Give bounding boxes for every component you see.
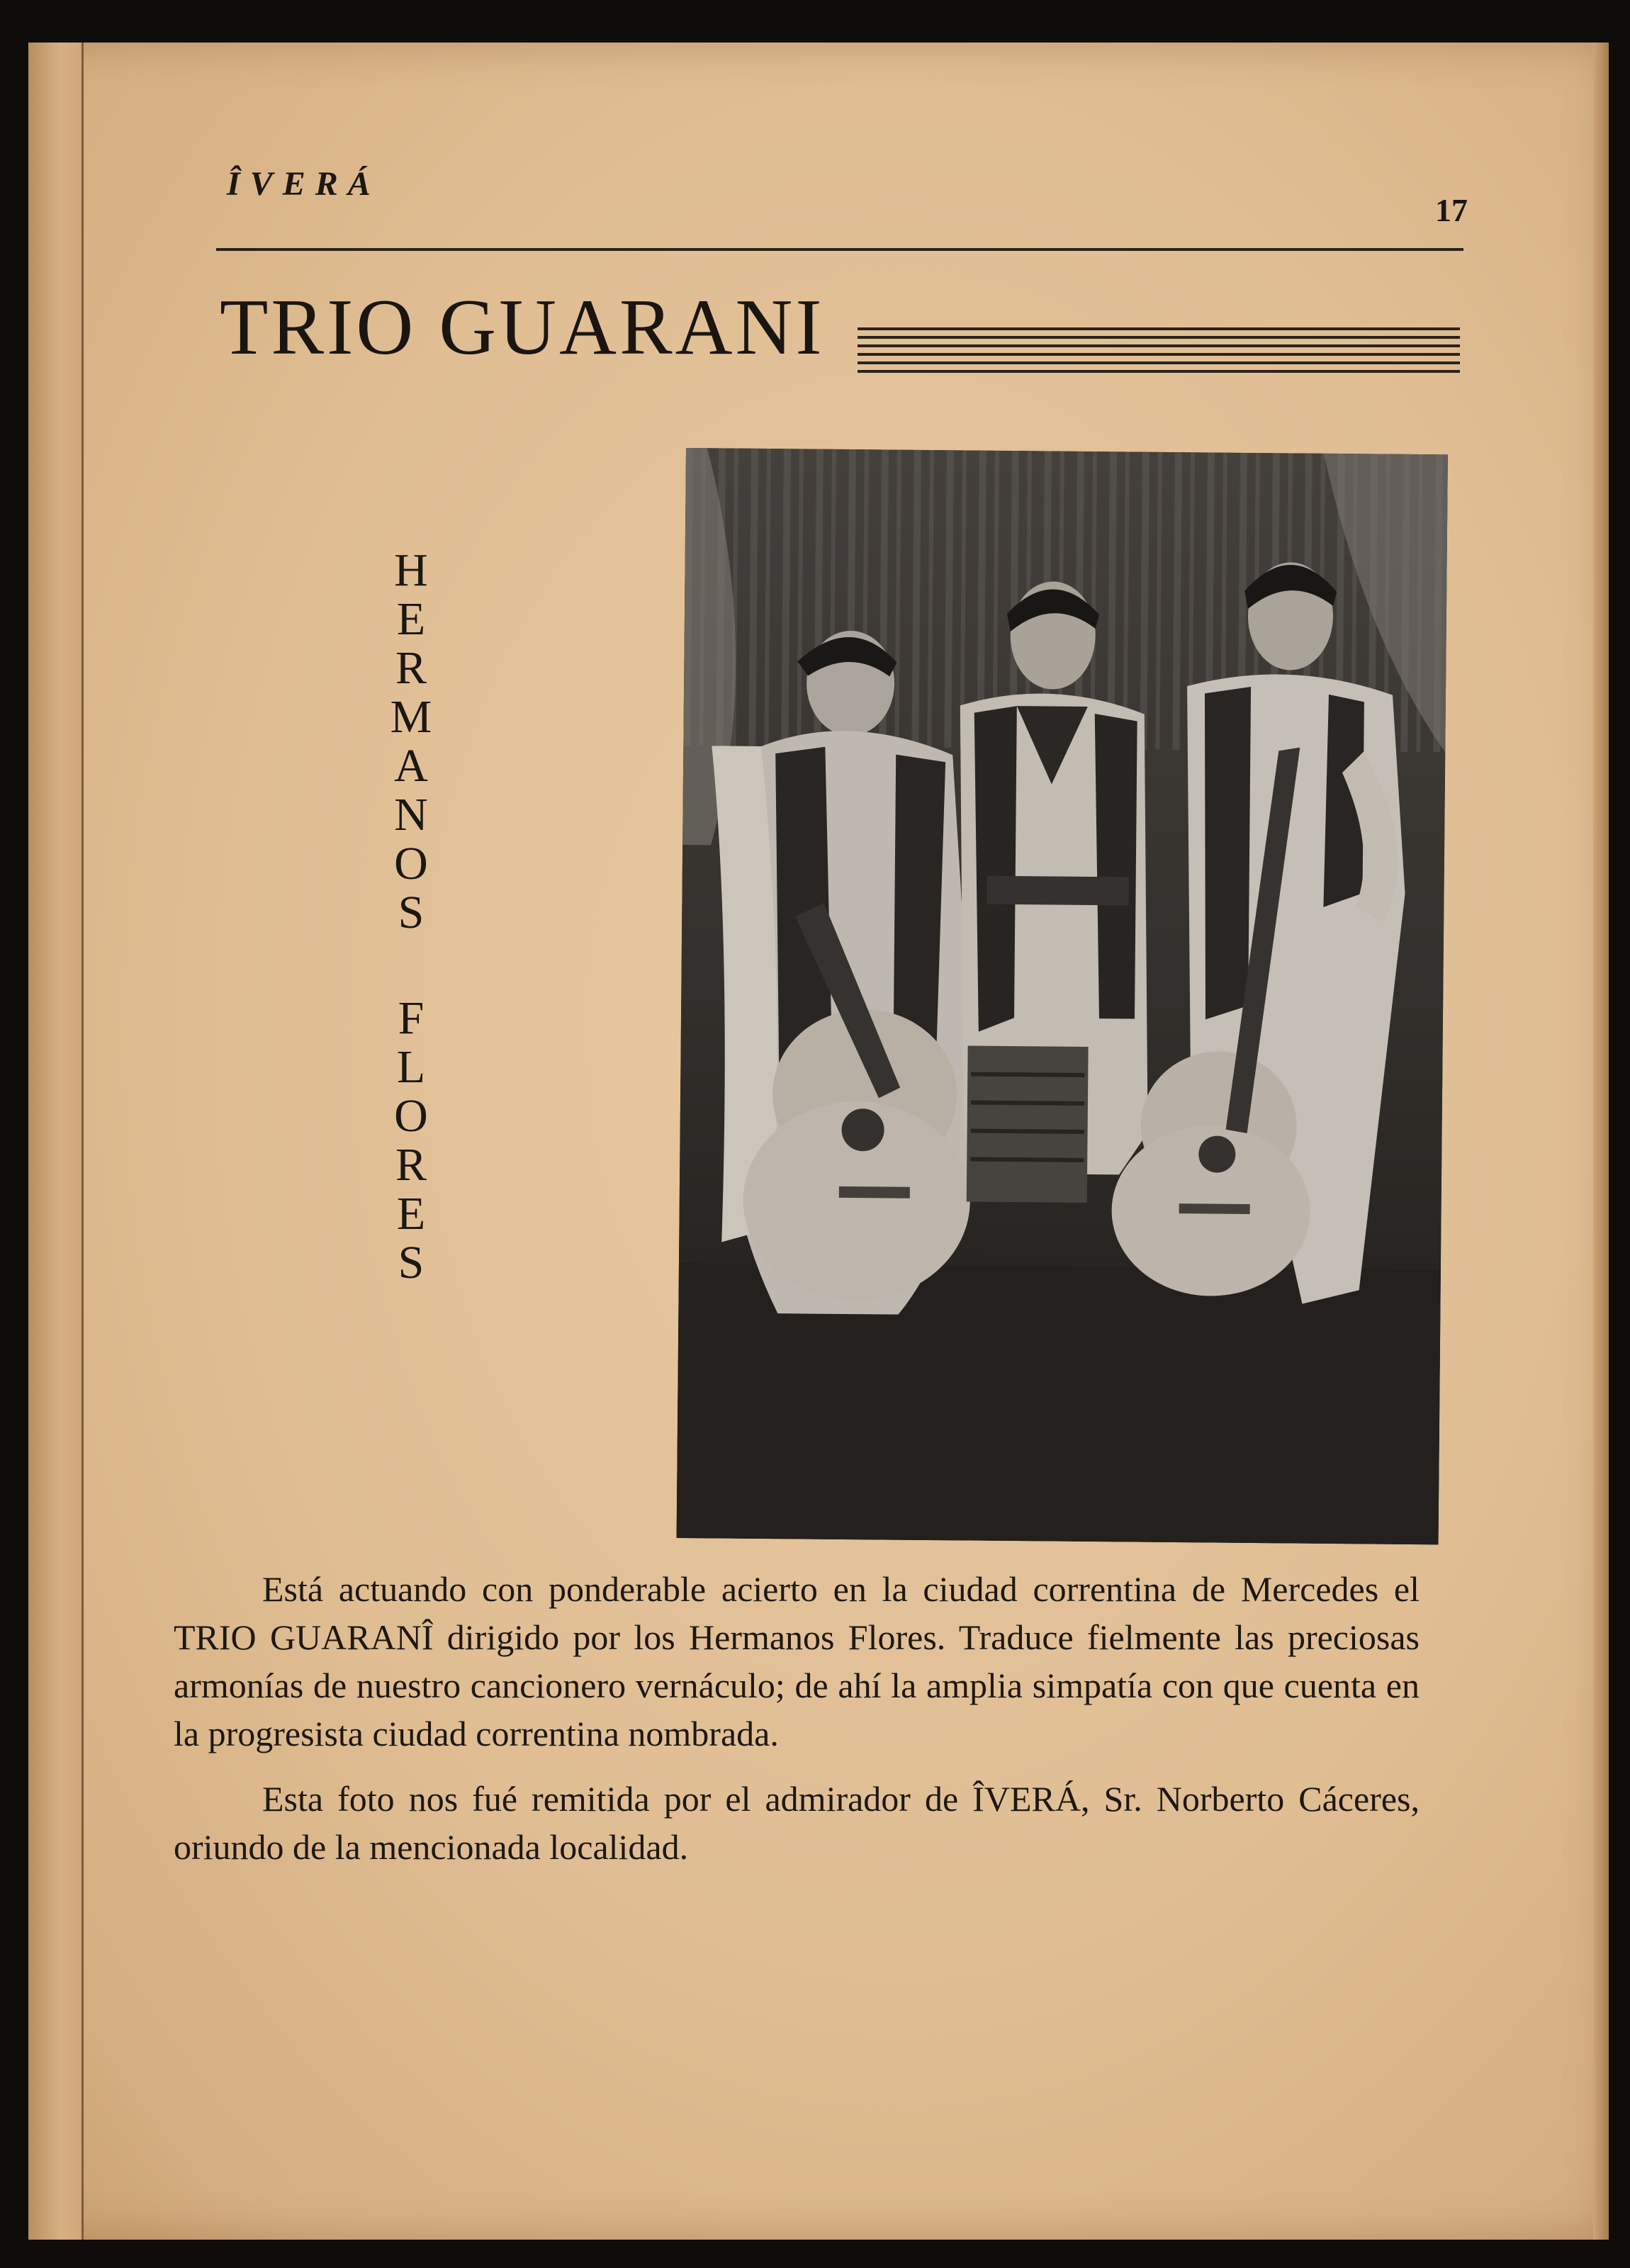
- vertical-caption-letter: O: [394, 1090, 428, 1142]
- vertical-caption-letter: E: [396, 1188, 426, 1240]
- page-number: 17: [1435, 192, 1468, 228]
- vertical-caption-letter: O: [394, 838, 428, 889]
- article-title: TRIO GUARANI: [220, 284, 825, 371]
- vertical-caption-letter: M: [390, 691, 432, 743]
- vertical-caption-letter: S: [398, 1237, 425, 1289]
- band-photograph: [677, 448, 1448, 1544]
- vertical-caption-letter: S: [398, 887, 425, 938]
- header-rule: [216, 248, 1463, 251]
- vertical-caption-letter: N: [394, 789, 428, 841]
- article-body: [174, 1565, 1420, 1888]
- vertical-caption-letter: E: [396, 593, 426, 645]
- vertical-caption-letter: H: [394, 544, 428, 596]
- vertical-caption-letter: F: [398, 992, 425, 1044]
- photo-image: [677, 448, 1448, 1544]
- vertical-caption-gap: [383, 937, 439, 994]
- article-paragraph-2: Esta foto nos fué remitida por el admirador de ÎVERÁ, Sr. Norberto Cáceres, oriundo de la mencionada localidad.: [174, 1779, 1420, 1867]
- page-right-edge: [1593, 43, 1609, 2240]
- vertical-caption-letter: R: [395, 1139, 427, 1191]
- magazine-header-title: ÎVERÁ: [227, 165, 381, 203]
- article-paragraph-1: Está actuando con ponderable acierto en la ciudad correntina de Mercedes el TRIO GUARANÎ dirigido por los Hermanos Flores. Traduce fielmente las preciosas armonías de nuestro cancionero vernáculo; de ahí la amplia simpatía con que cuenta en la progresista ciudad correntina nombrada.: [174, 1569, 1420, 1753]
- title-decorative-lines: [858, 327, 1460, 373]
- vertical-caption-letter: A: [394, 740, 428, 792]
- vertical-caption-letter: L: [396, 1041, 426, 1093]
- vertical-caption-hermanos-flores: [383, 546, 439, 1287]
- vertical-caption-letter: R: [395, 642, 427, 694]
- binding-edge: [28, 43, 84, 2240]
